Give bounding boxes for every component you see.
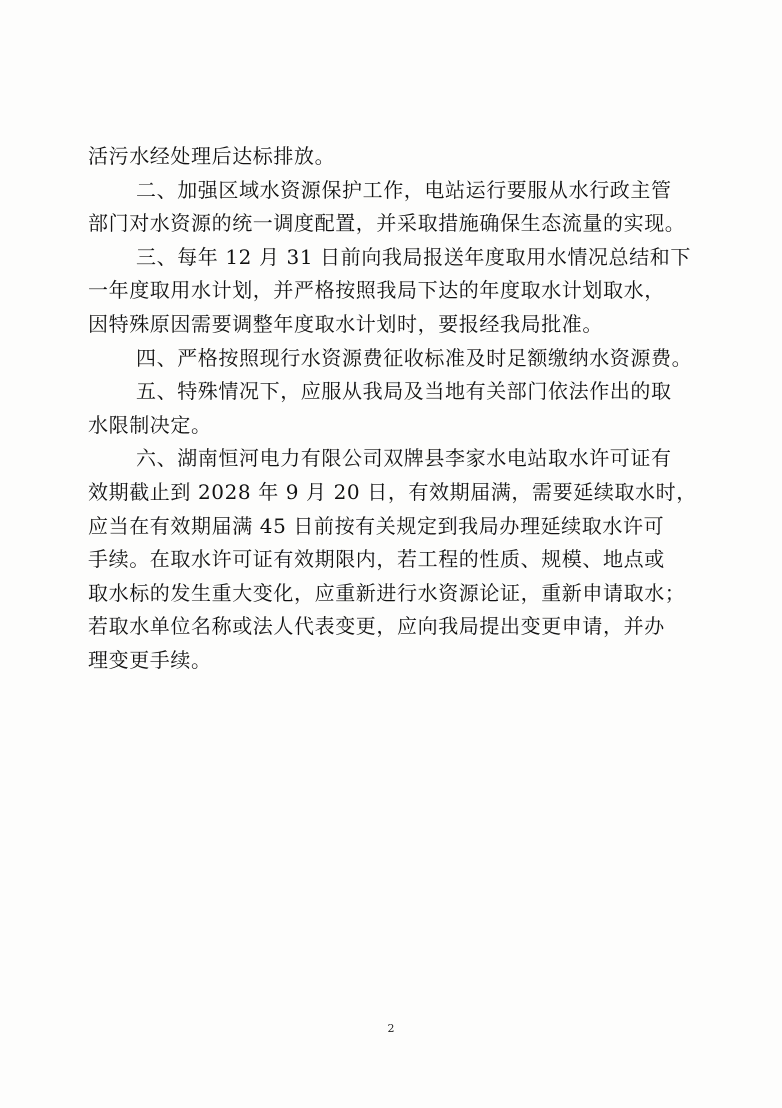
clause-3-line-2: 一年度取用水计划，并严格按照我局下达的年度取水计划取水， (88, 278, 665, 303)
clause-5-line-1: 五、特殊情况下，应服从我局及当地有关部门依法作出的取 (136, 379, 672, 404)
page-number: 2 (387, 1022, 395, 1035)
clause-2-line-2: 部门对水资源的统一调度配置，并采取措施确保生态流量的实现。 (88, 211, 686, 236)
clause-6-line-4: 手续。在取水许可证有效期限内，若工程的性质、规模、地点或 (88, 547, 665, 572)
clause-6-line-7: 理变更手续。 (88, 647, 212, 672)
clause-3-line-3: 因特殊原因需要调整年度取水计划时，要报经我局批准。 (88, 311, 603, 336)
document-body (88, 140, 698, 678)
clause-4-line-1: 四、严格按照现行水资源费征收标准及时足额缴纳水资源费。 (136, 345, 693, 370)
clause-6-line-5: 取水标的发生重大变化，应重新进行水资源论证，重新申请取水； (88, 580, 686, 605)
clause-6-line-6: 若取水单位名称或法人代表变更，应向我局提出变更申请，并办 (88, 614, 665, 639)
clause-5-line-2: 水限制决定。 (88, 412, 212, 437)
body-line-1: 活污水经处理后达标排放。 (88, 144, 336, 168)
clause-6-line-1: 六、湖南恒河电力有限公司双牌县李家水电站取水许可证有 (136, 446, 672, 471)
clause-6-line-3: 应当在有效期届满 45 日前按有关规定到我局办理延续取水许可 (88, 513, 665, 538)
clause-6-line-2: 效期截止到 2028 年 9 月 20 日，有效期届满，需要延续取水时， (88, 479, 697, 504)
clause-2-line-1: 二、加强区域水资源保护工作，电站运行要服从水行政主管 (136, 177, 672, 202)
clause-3-line-1: 三、每年 12 月 31 日前向我局报送年度取用水情况总结和下 (136, 244, 691, 269)
